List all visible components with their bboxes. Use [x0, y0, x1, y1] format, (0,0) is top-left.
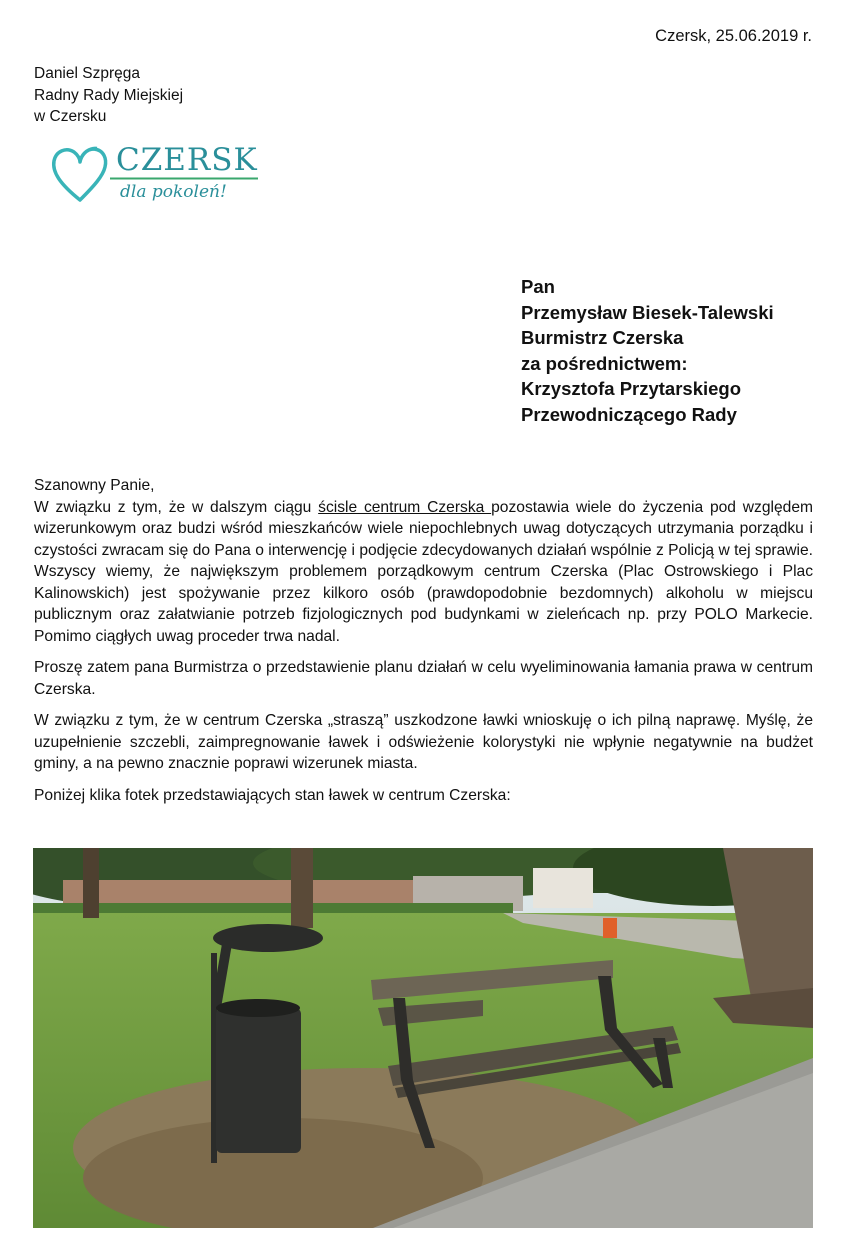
- paragraph-1: [34, 497, 813, 648]
- paragraph-1-rest: pozostawia wiele do życzenia pod względem wizerunkowym oraz budzi wśród mieszkańców wiele niepochlebnych uwag dotyczących utrzymania porządku i czystości zwracam się do Pana o interwencję i podjęcie zdecydowanych działań wspólnie z Policją w tej sprawie. Wszyscy wiemy, że największym problemem porządkowym centrum Czerska (Plac Ostrowskiego i Plac Kalinowskich) jest spożywanie przez kilkoro osób (prawdopodobnie bezdomnych) alkoholu w miejscu publicznym oraz załatwianie potrzeb fizjologicznych pod budynkami w zieleńcach np. przy POLO Markecie. Pomimo ciągłych uwag proceder trwa nadal.: [34, 498, 813, 645]
- sender-block: [34, 63, 183, 128]
- underlined-phrase: ścisle centrum Czerska: [318, 498, 492, 516]
- recipient-line: Burmistrz Czerska: [521, 327, 684, 348]
- recipient-line: za pośrednictwem:: [521, 352, 688, 374]
- paragraph-2: Proszę zatem pana Burmistrza o przedstawienie planu działań w celu wyeliminowania łamania prawa w centrum Czerska.: [34, 659, 813, 698]
- recipient-block: [521, 274, 774, 427]
- letter-date: Czersk, 25.06.2019 r.: [655, 27, 812, 45]
- paragraph-4: Poniżej klika fotek przedstawiających stan ławek w centrum Czerska:: [34, 786, 511, 804]
- bench-photo: [33, 848, 813, 1228]
- paragraph-3: W związku z tym, że w centrum Czerska „straszą” uszkodzone ławki wnioskuję o ich pilną naprawę. Myślę, że uzupełnienie szczebli, zaimpregnowanie ławek i odświeżenie kolorystyki nie wpłynie negatywnie na budżet gminy, a na pewno znacznie poprawi wizerunek miasta.: [34, 712, 813, 772]
- heart-icon: [50, 144, 110, 206]
- logo-underline: [110, 177, 258, 180]
- sender-place: w Czersku: [34, 108, 107, 125]
- recipient-line: Krzysztofa Przytarskiego: [521, 378, 742, 399]
- letter-body: [34, 475, 813, 816]
- salutation: Szanowny Panie,: [34, 477, 155, 494]
- czersk-logo: [50, 142, 260, 212]
- sender-title: Radny Rady Miejskiej: [34, 86, 184, 104]
- logo-title: CZERSK: [116, 142, 258, 178]
- logo-subtitle: dla pokoleń!: [120, 182, 227, 202]
- sender-name: Daniel Szpręga: [34, 65, 140, 82]
- recipient-line: Pan: [521, 276, 555, 297]
- paragraph-1-start: W związku z tym, że w dalszym ciągu: [34, 498, 319, 516]
- recipient-line: Przemysław Biesek-Talewski: [521, 301, 774, 323]
- recipient-line: Przewodniczącego Rady: [521, 403, 737, 425]
